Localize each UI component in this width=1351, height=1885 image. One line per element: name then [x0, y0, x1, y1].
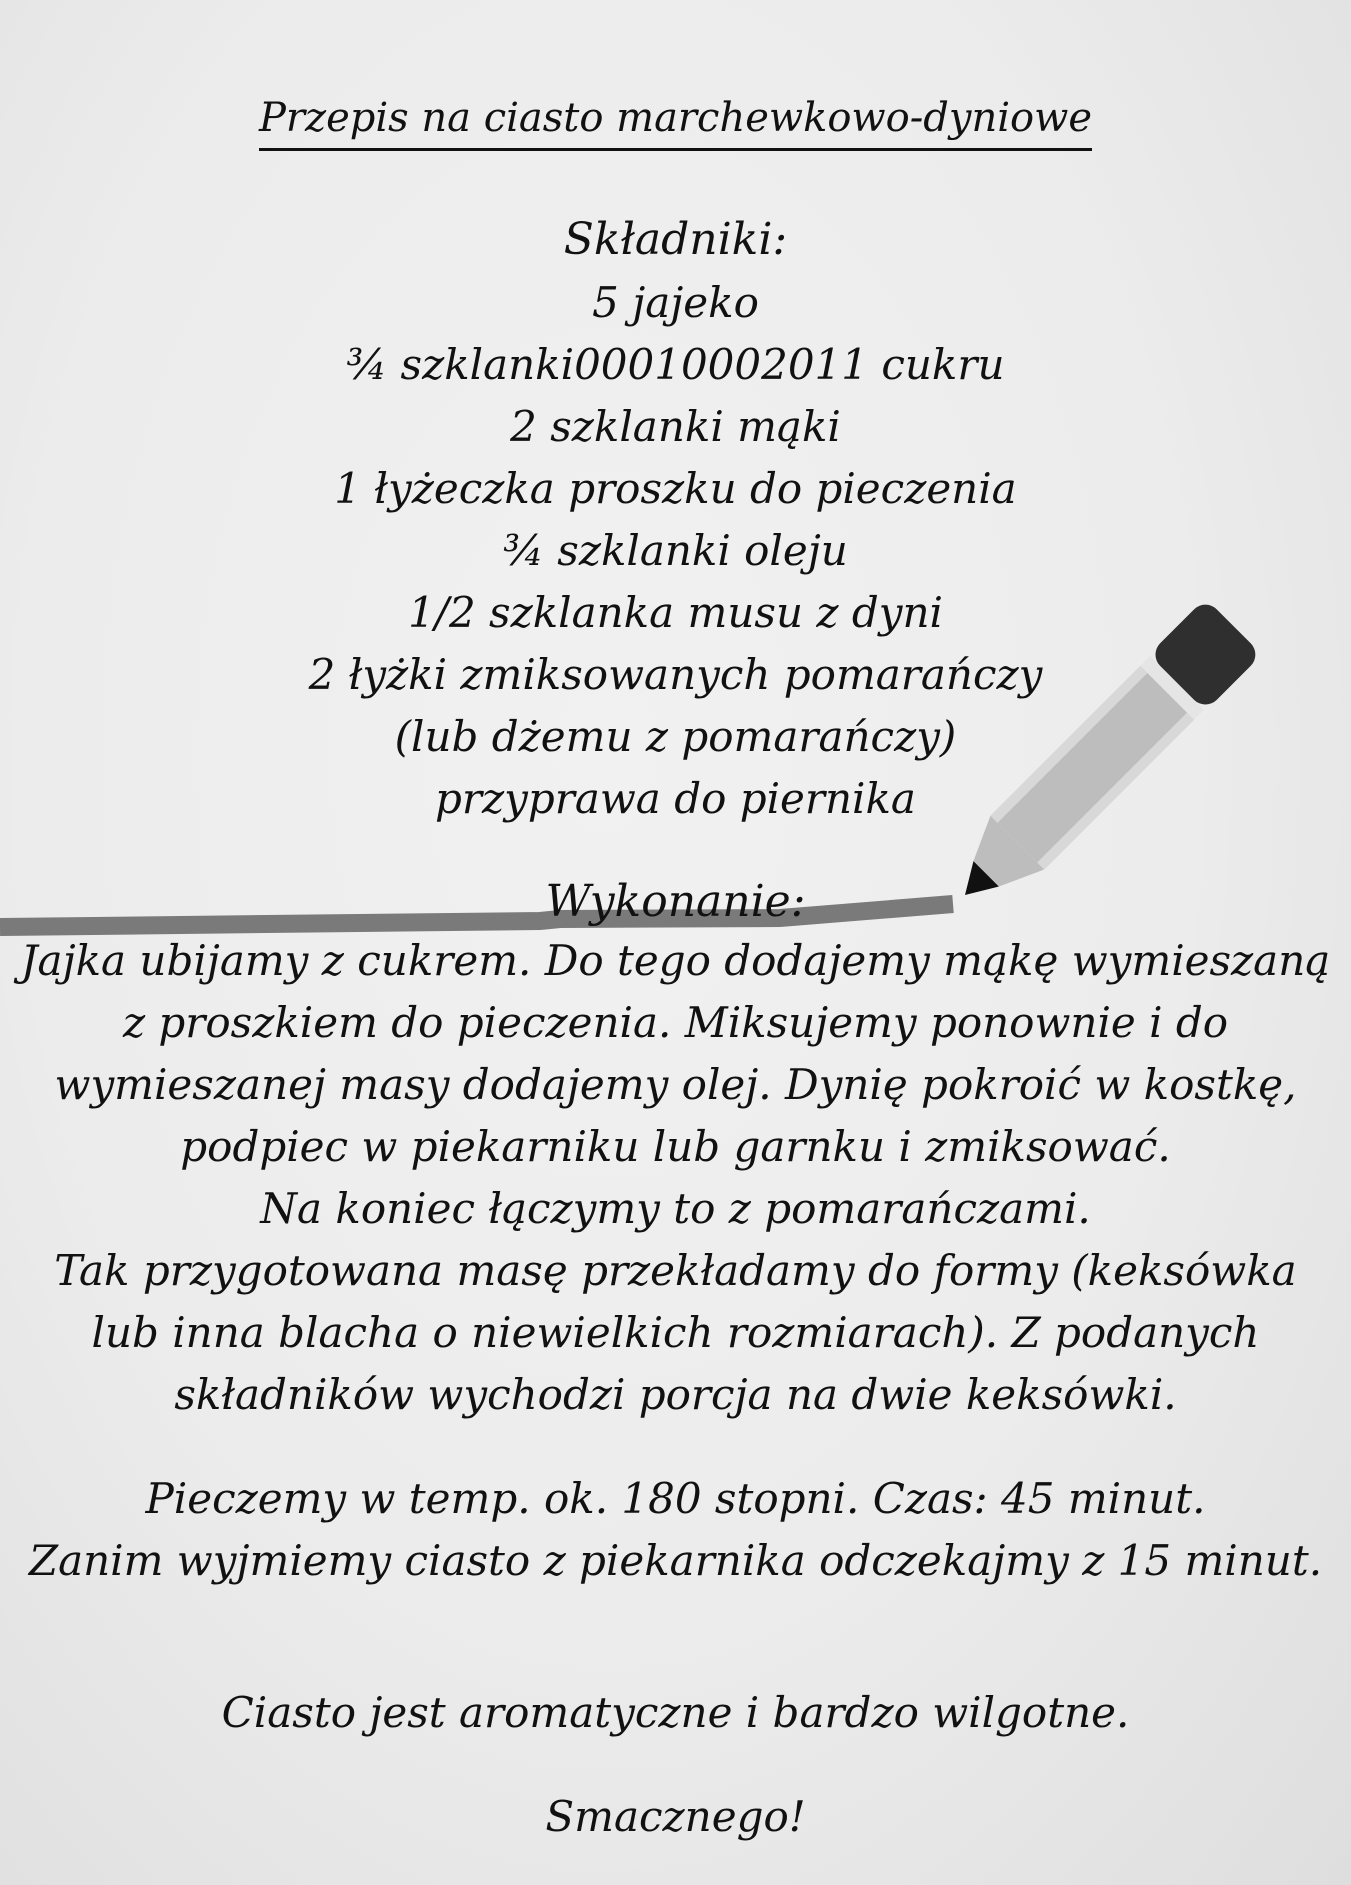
ingredient-item: 2 łyżki zmiksowanych pomarańczy: [308, 650, 1043, 699]
method-heading: Wykonanie:: [545, 876, 806, 927]
ingredients-heading: Składniki:: [563, 214, 788, 265]
method-line: z proszkiem do pieczenia. Miksujemy ponownie i do: [122, 998, 1229, 1047]
baking-line: Pieczemy w temp. ok. 180 stopni. Czas: 45 minut.: [145, 1474, 1206, 1523]
ingredient-item: 1/2 szklanka musu z dyni: [408, 588, 943, 637]
method-line: wymieszanej masy dodajemy olej. Dynię pokroić w kostkę,: [54, 1060, 1297, 1109]
method-line: Tak przygotowana masę przekładamy do formy (keksówka: [54, 1246, 1297, 1295]
closing-line: Ciasto jest aromatyczne i bardzo wilgotne.: [221, 1688, 1130, 1737]
pencil-body: [990, 666, 1194, 870]
closing-notes: [0, 1640, 1351, 1885]
ingredient-item: ¾ szklanki00010002011 cukru: [346, 340, 1005, 389]
method-line: Jajka ubijamy z cukrem. Do tego dodajemy mąkę wymieszaną: [20, 936, 1331, 985]
recipe-title: [0, 92, 1351, 151]
method-line: lub inna blacha o niewielkich rozmiarach). Z podanych: [91, 1308, 1260, 1357]
baking-line: Zanim wyjmiemy ciasto z piekarnika odczekajmy z 15 minut.: [28, 1536, 1323, 1585]
method-line: Na koniec łączymy to z pomarańczami.: [260, 1184, 1091, 1233]
ingredient-item: 2 szklanki mąki: [510, 402, 841, 451]
method-text: [0, 930, 1351, 1426]
ingredient-item: przyprawa do piernika: [435, 774, 916, 823]
ingredient-item: ¾ szklanki oleju: [503, 526, 848, 575]
recipe-title-text: Przepis na ciasto marchewkowo-dyniowe: [259, 92, 1092, 151]
baking-notes: [0, 1468, 1351, 1592]
method-line: składników wychodzi porcja na dwie keksówki.: [174, 1370, 1177, 1419]
closing-line: Smacznego!: [545, 1792, 806, 1841]
ingredient-item: 1 łyżeczka proszku do pieczenia: [334, 464, 1017, 513]
method-line: podpiec w piekarniku lub garnku i zmiksować.: [180, 1122, 1171, 1171]
ingredient-item: 5 jajeko: [592, 278, 759, 327]
ingredient-item: (lub dżemu z pomarańczy): [394, 712, 957, 761]
